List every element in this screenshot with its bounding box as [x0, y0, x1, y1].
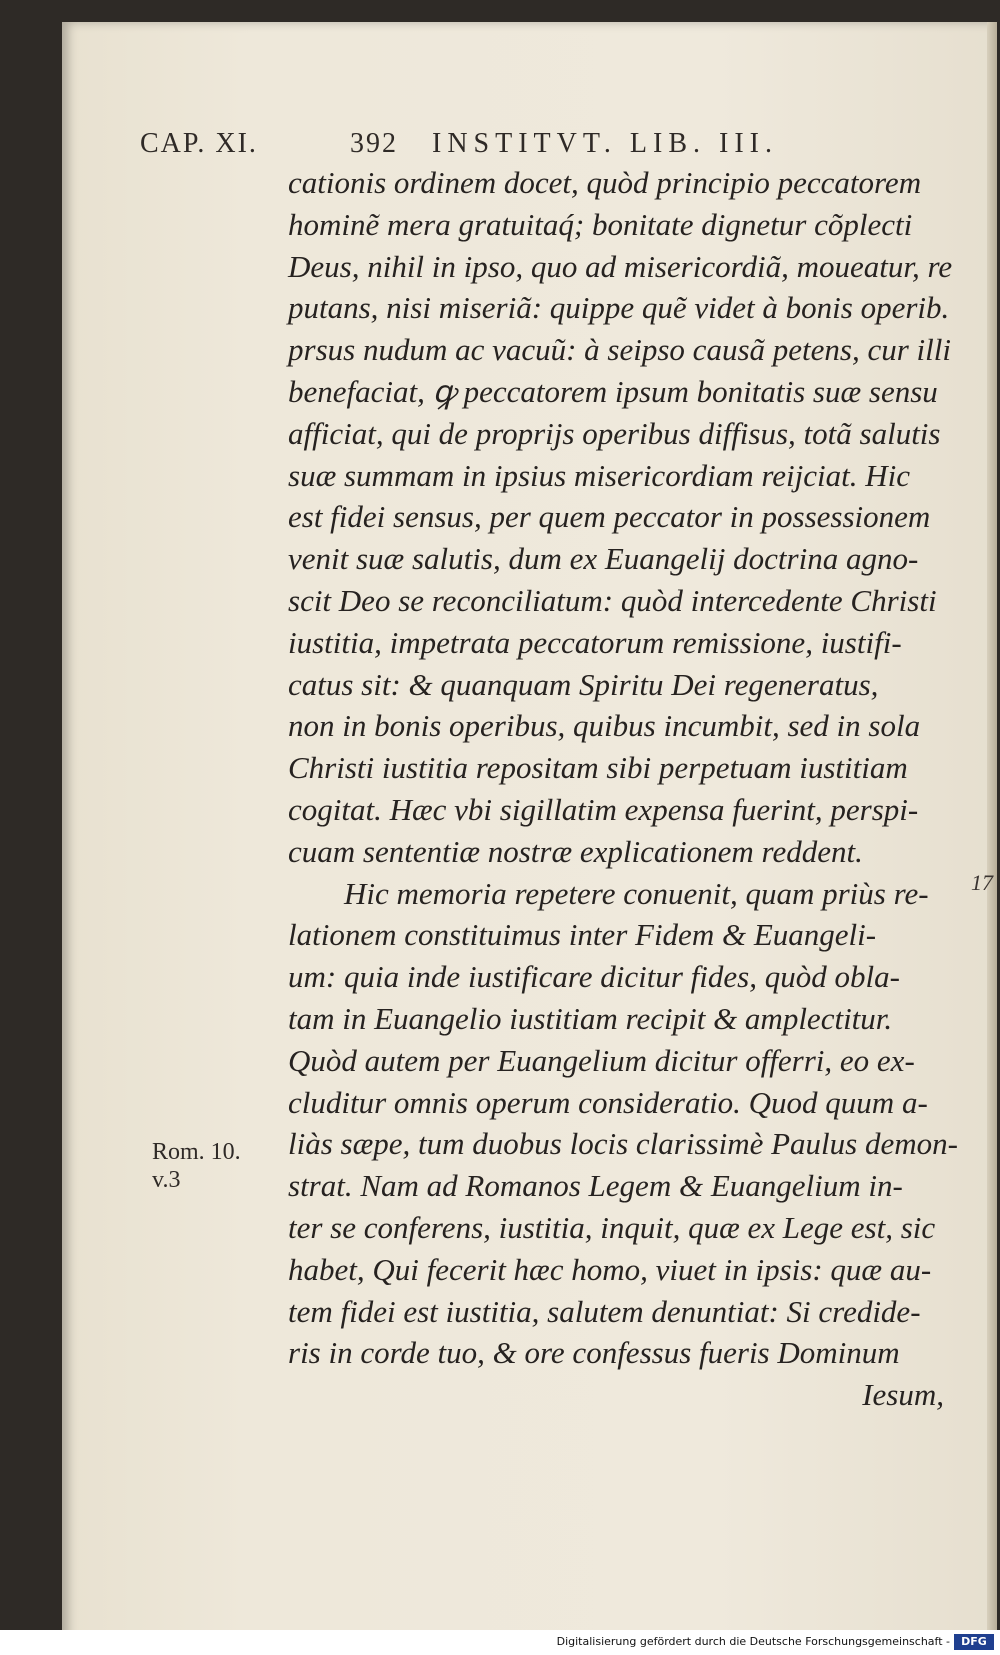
- text-line: putans, nisi miseriã: quippe quẽ videt à bonis operib.: [288, 290, 950, 326]
- running-title: INSTITVT. LIB. III.: [432, 128, 778, 159]
- text-line: hominẽ mera gratuitaq́; bonitate dignetur cõplecti: [288, 206, 913, 242]
- footer-bar: [0, 1630, 1000, 1655]
- text-line: strat. Nam ad Romanos Legem & Euangelium in-: [288, 1168, 903, 1204]
- text-line: cluditur omnis operum consideratio. Quod quum a-: [288, 1084, 928, 1120]
- text-line: scit Deo se reconciliatum: quòd intercedente Christi: [288, 582, 937, 618]
- text-line: liàs sæpe, tum duobus locis clarissimè Paulus demon-: [288, 1126, 958, 1162]
- text-line: benefaciat, ꝙ peccatorem ipsum bonitatis suæ sensu: [288, 373, 938, 409]
- text-line: cogitat. Hæc vbi sigillatim expensa fuerint, perspi-: [288, 791, 919, 827]
- text-line: afficiat, qui de proprijs operibus diffisus, totã salutis: [288, 415, 941, 451]
- chapter-label: CAP. XI.: [140, 128, 258, 159]
- text-line: habet, Qui fecerit hæc homo, viuet in ipsis: quæ au-: [288, 1251, 932, 1287]
- margin-citation-line: Rom. 10.: [152, 1139, 241, 1165]
- text-line: venit suæ salutis, dum ex Euangelij doctrina agno-: [288, 541, 919, 577]
- text-line: non in bonis operibus, quibus incumbit, sed in sola: [288, 708, 921, 744]
- text-line: lationem constituimus inter Fidem & Euangeli-: [288, 917, 877, 953]
- margin-citation: [152, 1138, 241, 1194]
- page-edge: [987, 22, 997, 1630]
- text-line: suæ summam in ipsius misericordiam reijciat. Hic: [288, 457, 910, 493]
- text-line: um: quia inde iustificare dicitur fides, quòd obla-: [288, 959, 900, 995]
- page-number: 392: [350, 128, 398, 159]
- text-line: cuam sententiæ nostræ explicationem reddent.: [288, 833, 863, 869]
- text-line: catus sit: & quanquam Spiritu Dei regeneratus,: [288, 666, 879, 702]
- margin-citation-line: v.3: [152, 1167, 181, 1193]
- text-line: Deus, nihil in ipso, quo ad misericordiã, moueatur, re: [288, 248, 953, 284]
- text-line: ris in corde tuo, & ore confessus fueris Dominum: [288, 1335, 900, 1371]
- text-line: Quòd autem per Euangelium dicitur offerri, eo ex-: [288, 1042, 915, 1078]
- catchword: Iesum,: [862, 1377, 944, 1413]
- text-line: ter se conferens, iustitia, inquit, quæ ex Lege est, sic: [288, 1209, 936, 1245]
- funding-credit: Digitalisierung gefördert durch die Deutsche Forschungsgemeinschaft -: [556, 1635, 950, 1648]
- text-line: iustitia, impetrata peccatorum remissione, iustifi-: [288, 624, 902, 660]
- section-number: 17: [971, 870, 993, 895]
- text-line: est fidei sensus, per quem peccator in possessionem: [288, 499, 931, 535]
- dfg-logo: DFG: [954, 1634, 994, 1650]
- paragraph-start-line: Hic memoria repetere conuenit, quam priùs re-: [344, 875, 929, 911]
- text-line: cationis ordinem docet, quòd principio peccatorem: [288, 165, 922, 200]
- text-line: tem fidei est iustitia, salutem denuntiat: Si credide-: [288, 1293, 921, 1329]
- text-line: Christi iustitia repositam sibi perpetuam iustitiam: [288, 750, 908, 786]
- text-line: tam in Euangelio iustitiam recipit & amplectitur.: [288, 1000, 893, 1036]
- text-line: prsus nudum ac vacuũ: à seipso causã petens, cur illi: [288, 332, 951, 368]
- body-text: [288, 162, 968, 1416]
